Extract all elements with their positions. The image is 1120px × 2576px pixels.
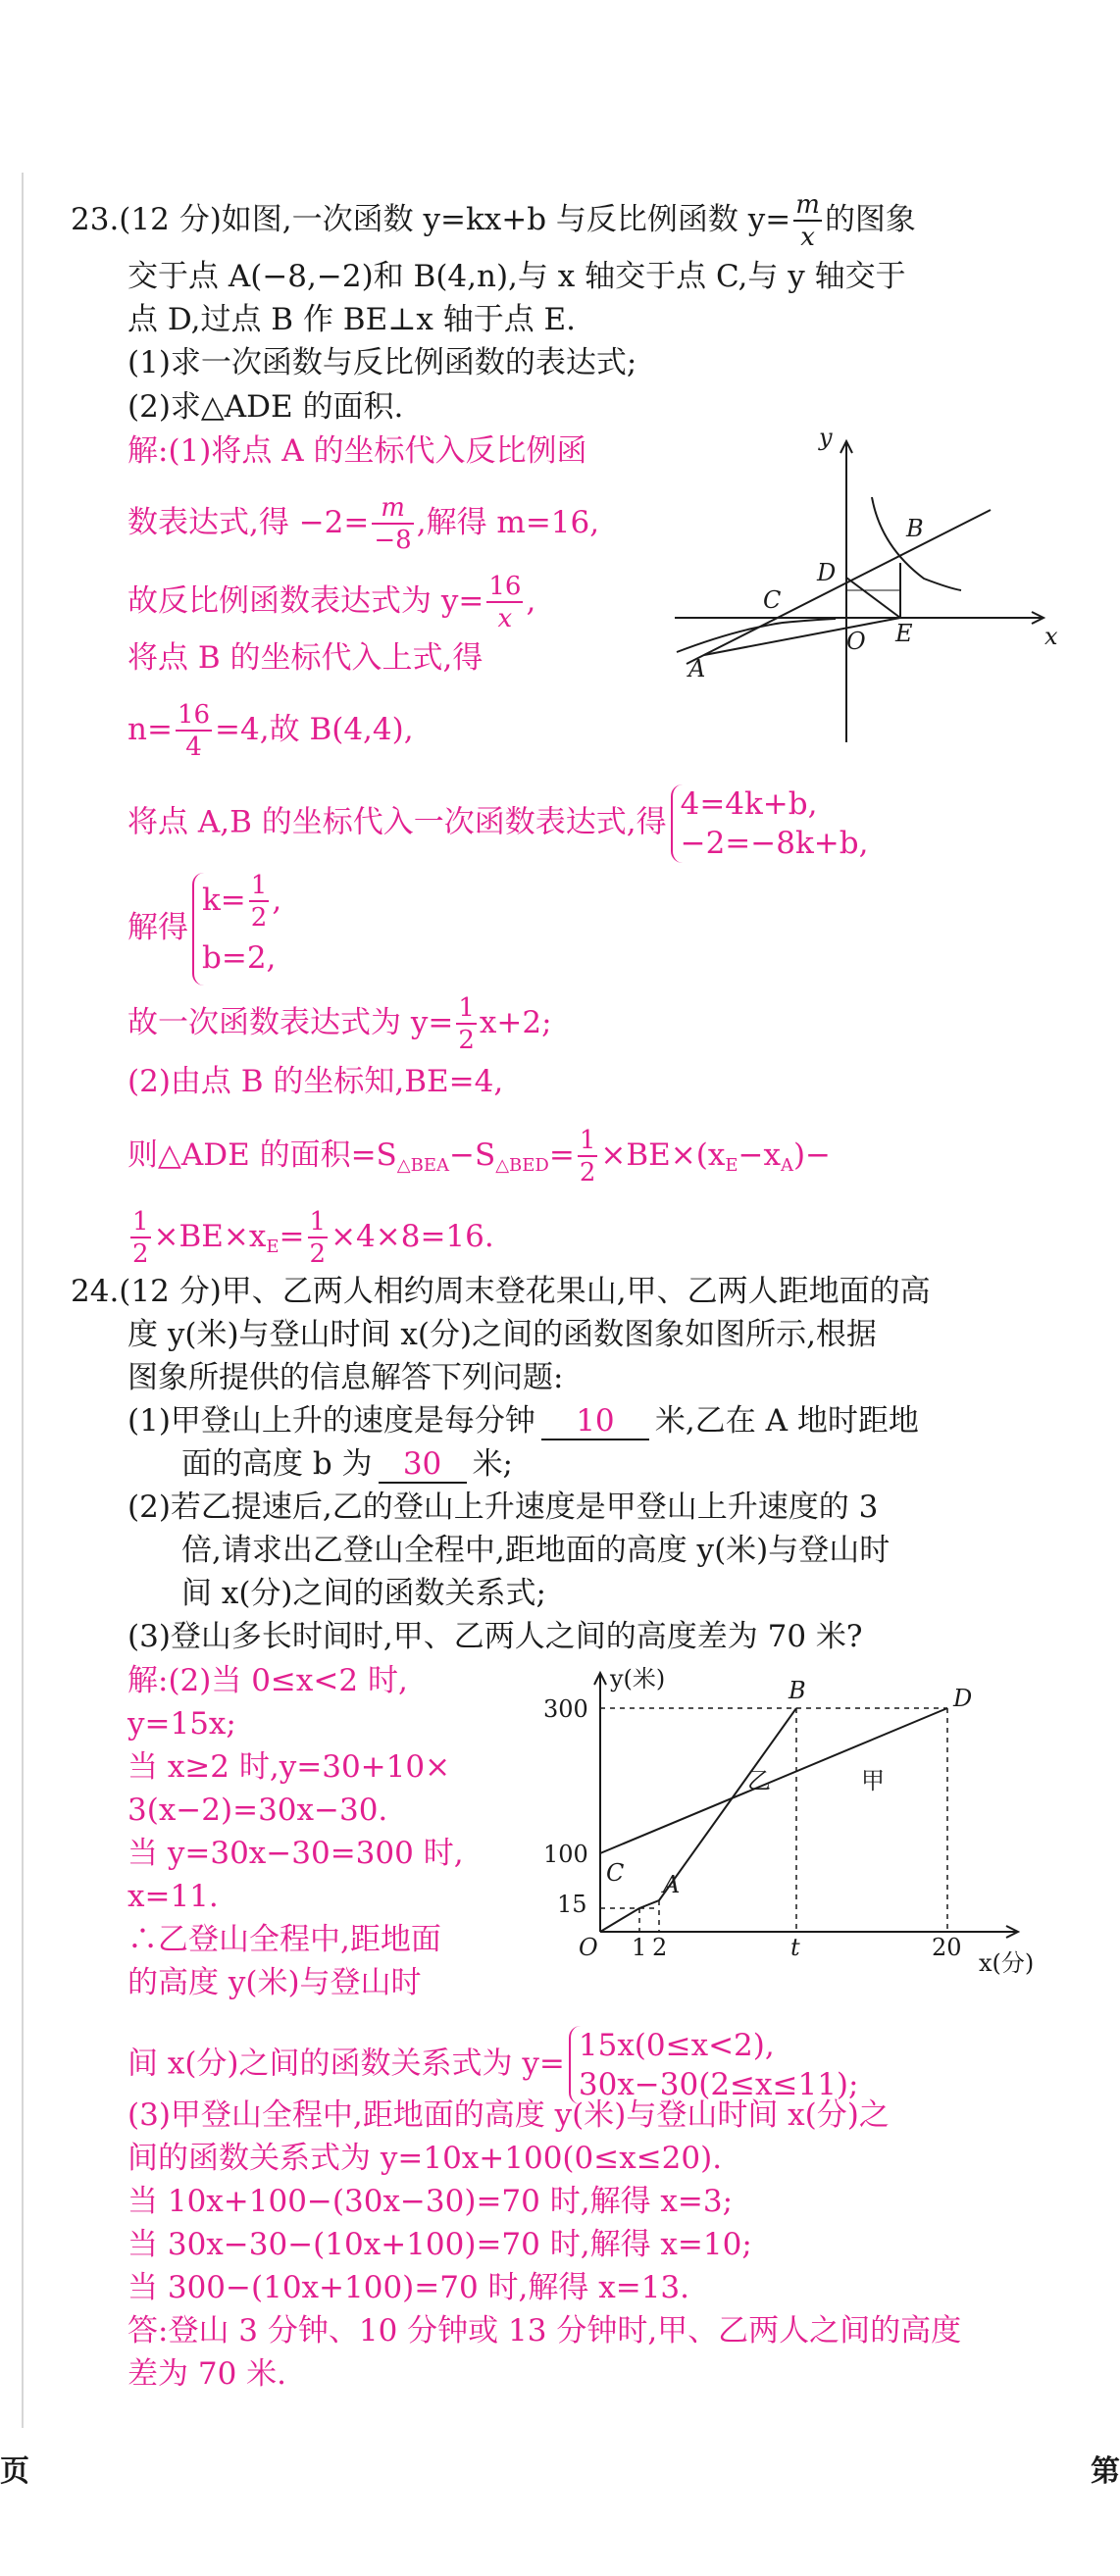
footer-left: 页 (0, 2454, 29, 2489)
fig2-line-yi (600, 1708, 796, 1932)
q23-solution-line6: 将点 A,B 的坐标代入一次函数表达式,得 4=4k+b, −2=−8k+b, (127, 786, 869, 861)
fig1-label-b: B (906, 515, 924, 542)
fig2-tick-100: 100 (543, 1841, 588, 1868)
q24-solution-line8: 的高度 y(米)与登山时 (127, 1965, 422, 2000)
fig2-point-a: A (663, 1871, 681, 1898)
fig1-hyperbola-q1 (872, 497, 961, 590)
q24-part1-line2: 面的高度 b 为 30 米; (181, 1446, 514, 1482)
q24-solution-line5: 当 y=30x−30=300 时, (127, 1836, 464, 1871)
q23-solution-line4: 将点 B 的坐标代入上式,得 (127, 640, 484, 676)
fig1-label-o: O (846, 628, 866, 655)
q24-figure (537, 1659, 1067, 1983)
q24-stem-line1: 24.(12 分)甲、乙两人相约周末登花果山,甲、乙两人距地面的高 (71, 1274, 931, 1309)
fig2-tick-x1: 1 (632, 1934, 647, 1961)
q23-part1: (1)求一次函数与反比例函数的表达式; (127, 345, 637, 380)
q23-solution-line3: 故反比例函数表达式为 y= $\frac{16}{x}$ , (127, 572, 536, 633)
q24-stem-line3: 图象所提供的信息解答下列问题: (127, 1360, 564, 1395)
fig2-point-d: D (953, 1685, 973, 1712)
fig2-point-c: C (606, 1859, 625, 1887)
fig2-line-jia (600, 1708, 947, 1853)
fig1-label-y: y (819, 424, 833, 451)
q23-solution-line5: n= $\frac{16}{4}$ =4,故 B(4,4), (127, 700, 414, 762)
q24-part2-line1: (2)若乙提速后,乙的登山上升速度是甲登山上升速度的 3 (127, 1490, 879, 1525)
q24-answer-speed: 10 (541, 1403, 649, 1440)
fig2-label-jia: 甲 (861, 1767, 885, 1794)
q24-answer-height: 30 (379, 1446, 467, 1484)
q24-stem-line2: 度 y(米)与登山时间 x(分)之间的函数图象如图所示,根据 (127, 1317, 877, 1352)
q23-stem-line3: 点 D,过点 B 作 BE⊥x 轴于点 E. (127, 302, 577, 337)
q24-solution-line11: 间的函数关系式为 y=10x+100(0≤x≤20). (127, 2141, 723, 2176)
page-margin-line (22, 173, 24, 2428)
fig2-x-label: x(分) (979, 1949, 1035, 1977)
fig1-label-e: E (895, 620, 913, 647)
fig2-tick-300: 300 (543, 1695, 588, 1723)
q23-solution-line9: (2)由点 B 的坐标知,BE=4, (127, 1064, 504, 1099)
q23-solution-line2: 数表达式,得 −2= $\frac{m}{-8}$ ,解得 m=16, (127, 493, 600, 555)
q23-part2: (2)求△ADE 的面积. (127, 389, 404, 425)
q23-figure (667, 424, 1059, 747)
q24-solution-line15: 答:登山 3 分钟、10 分钟或 13 分钟时,甲、乙两人之间的高度 (127, 2313, 962, 2349)
fig2-tick-x2: 2 (652, 1934, 668, 1961)
fig2-origin: O (579, 1934, 598, 1961)
q23-stem-line1: 23.(12 分)如图,一次函数 y=kx+b 与反比例函数 y= $\frac{m}{x}$ 的图象 (71, 190, 916, 252)
fig2-point-b: B (789, 1677, 806, 1704)
q24-solution-line1: 解:(2)当 0≤x<2 时, (127, 1663, 408, 1698)
q23-solution-line7: 解得 k= $\frac{1}{2}$ , b=2, (127, 873, 281, 985)
q23-solution-line11: $\frac{1}{2}$ $\times BE\times x_E=$ $\frac{1}{2}$ ×4×8=16. (132, 1207, 494, 1269)
fig1-label-d: D (817, 559, 837, 586)
q24-solution-line9: 间 x(分)之间的函数关系式为 y= 15x(0≤x<2), 30x−30(2≤x≤11); (127, 2028, 859, 2102)
fig2-label-yi: 乙 (747, 1767, 771, 1794)
fig2-tick-t: t (790, 1934, 800, 1961)
q24-solution-line4: 3(x−2)=30x−30. (127, 1793, 388, 1828)
fig1-segment-ae (704, 618, 900, 655)
q24-part1-line1: (1)甲登山上升的速度是每分钟 10 米,乙在 A 地时距地 (127, 1403, 919, 1439)
q23-solution-line1: 解:(1)将点 A 的坐标代入反比例函 (127, 433, 587, 469)
q24-solution-line7: ∴乙登山全程中,距地面 (127, 1922, 441, 1957)
fig2-y-label: y(米) (610, 1665, 666, 1692)
q24-part2-line2: 倍,请求出乙登山全程中,距地面的高度 y(米)与登山时 (181, 1533, 891, 1568)
fig1-segment-de (846, 578, 900, 618)
q23-solution-line10: 则△ADE 的面积$=S_{\triangle BEA}-S_{\triangle BED}=$ $\frac{1}{2}$ $\times BE\times(x_E-x_A)-$ (127, 1126, 832, 1187)
q24-part3: (3)登山多长时间时,甲、乙两人之间的高度差为 70 米? (127, 1619, 863, 1654)
q24-solution-line13: 当 30x−30−(10x+100)=70 时,解得 x=10; (127, 2227, 752, 2262)
fig1-label-a: A (688, 655, 706, 682)
q24-solution-line3: 当 x≥2 时,y=30+10× (127, 1749, 451, 1785)
q24-solution-line14: 当 300−(10x+100)=70 时,解得 x=13. (127, 2270, 689, 2305)
fig1-label-x: x (1044, 623, 1058, 650)
q23-stem-line2: 交于点 A(−8,−2)和 B(4,n),与 x 轴交于点 C,与 y 轴交于 (127, 259, 906, 294)
fig2-tick-x20: 20 (932, 1934, 962, 1961)
footer-right: 第 (1091, 2454, 1120, 2489)
fig1-label-c: C (763, 586, 782, 614)
q24-solution-line2: y=15x; (127, 1706, 236, 1742)
q24-solution-line16: 差为 70 米. (127, 2356, 287, 2392)
q24-solution-line6: x=11. (127, 1879, 219, 1914)
q24-part2-line3: 间 x(分)之间的函数关系式; (181, 1576, 546, 1611)
q24-solution-line12: 当 10x+100−(30x−30)=70 时,解得 x=3; (127, 2184, 734, 2219)
q24-solution-line10: (3)甲登山全程中,距地面的高度 y(米)与登山时间 x(分)之 (127, 2097, 890, 2133)
q23-solution-line8: 故一次函数表达式为 y= $\frac{1}{2}$ x+2; (127, 993, 552, 1055)
fig2-tick-15: 15 (557, 1891, 587, 1918)
